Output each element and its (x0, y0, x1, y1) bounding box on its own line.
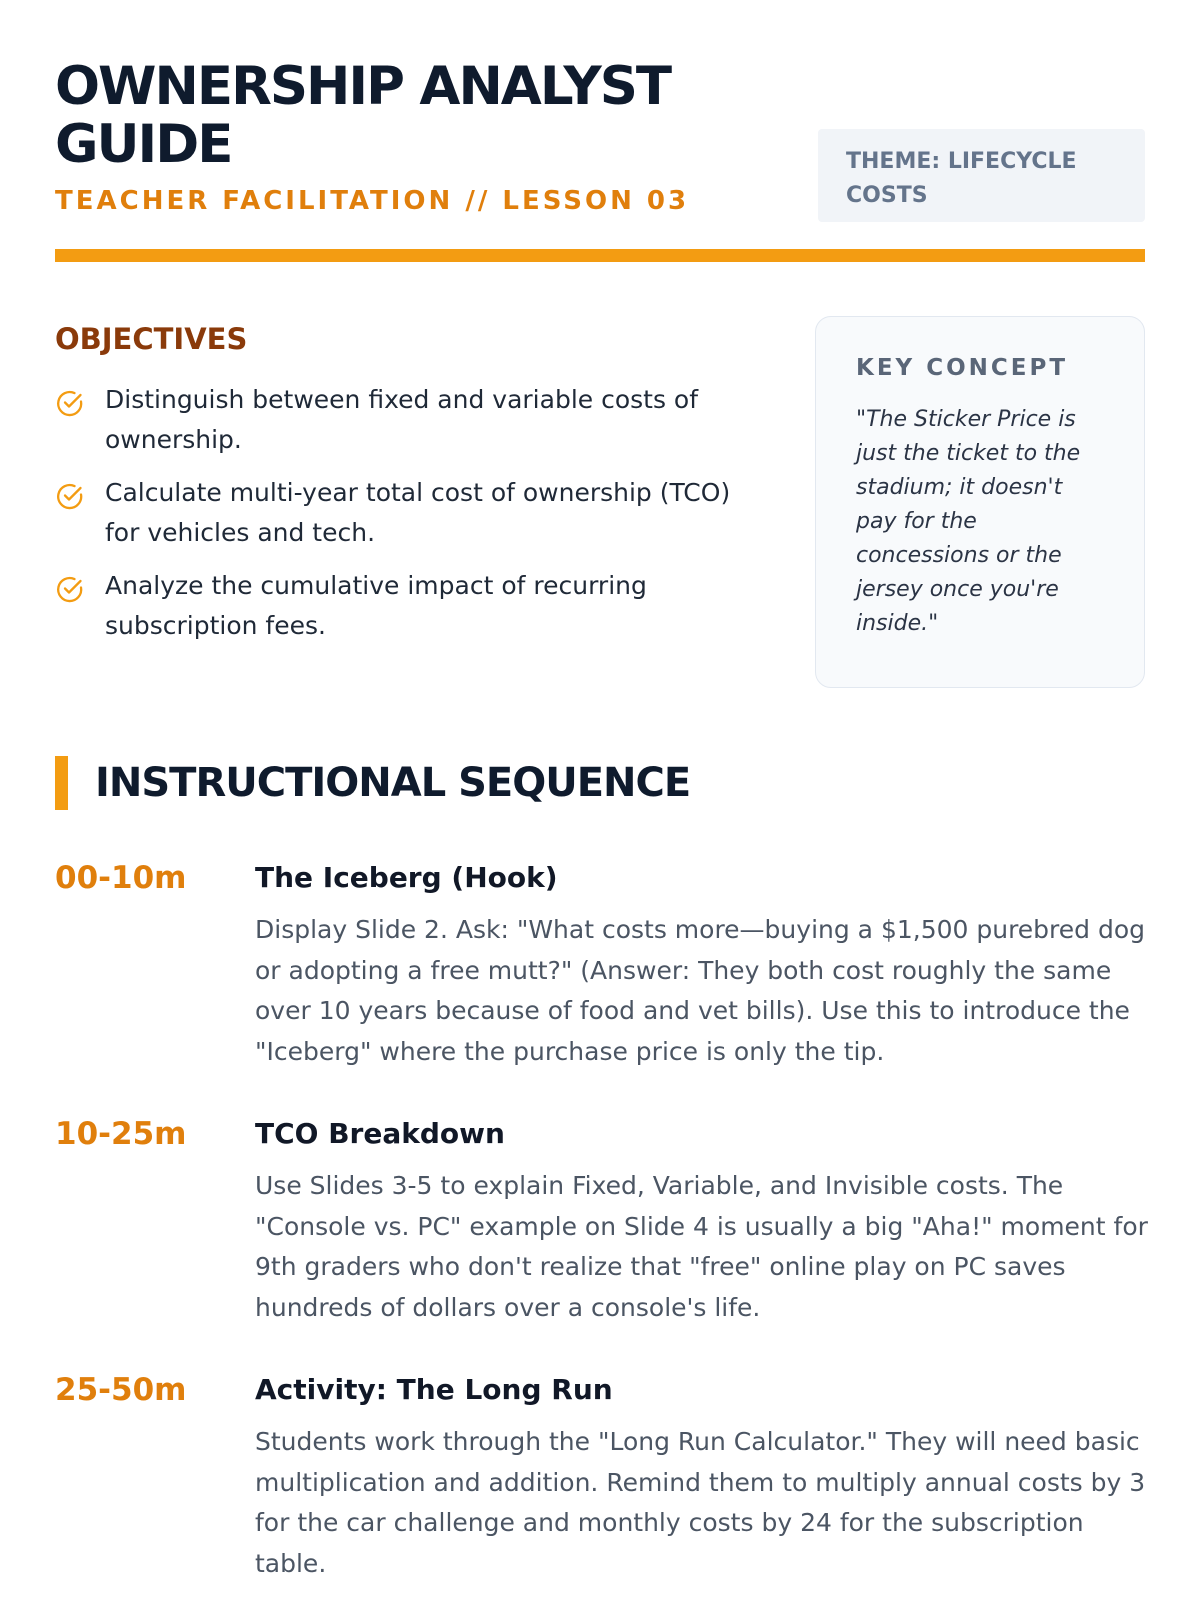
step-time: 00-10m (55, 860, 187, 896)
objectives-heading: OBJECTIVES (55, 322, 248, 356)
check-circle-icon (55, 388, 85, 418)
sequence-heading (55, 756, 690, 810)
step-time: 25-50m (55, 1372, 187, 1408)
objective-item (55, 473, 755, 553)
objective-text: Distinguish between fixed and variable costs of ownership. (105, 385, 699, 454)
check-circle-icon (55, 481, 85, 511)
page-subtitle: TEACHER FACILITATION // LESSON 03 (55, 186, 690, 216)
key-concept-quote: "The Sticker Price is just the ticket to the stadium; it doesn't pay for the concessions or the jersey once you're inside." (856, 407, 1081, 636)
header-divider (55, 249, 1145, 262)
step-time: 10-25m (55, 1116, 187, 1152)
objective-item (55, 566, 755, 646)
step-body (255, 1114, 1155, 1328)
objective-text: Calculate multi-year total cost of ownership (TCO) for vehicles and tech. (105, 478, 731, 547)
check-circle-icon (55, 574, 85, 604)
page-header (55, 0, 1145, 265)
step-body (255, 1370, 1155, 1584)
step-description: Display Slide 2. Ask: "What costs more—buying a $1,500 purebred dog or adopting a free mutt?" (Answer: They both cost roughly the same over 10 years because of food and vet bills). Use this to introduce the "Iceberg" where the purchase price is only the tip. (255, 915, 1146, 1066)
sequence-accent-bar (55, 756, 68, 810)
key-concept-card (815, 316, 1145, 688)
step-title: The Iceberg (Hook) (255, 861, 558, 894)
objectives-list (55, 380, 755, 646)
step-title: TCO Breakdown (255, 1117, 505, 1150)
theme-badge: THEME: LIFECYCLE COSTS (818, 129, 1145, 222)
objectives-section (55, 322, 755, 659)
key-concept-heading: KEY CONCEPT (856, 355, 1069, 381)
step-description: Students work through the "Long Run Calculator." They will need basic multiplication and addition. Remind them to multiply annual costs by 3 for the car challenge and monthly costs by 24 for the subscription table. (255, 1427, 1146, 1578)
page-title: OWNERSHIP ANALYST GUIDE (55, 56, 671, 175)
objective-text: Analyze the cumulative impact of recurring subscription fees. (105, 571, 647, 640)
step-title: Activity: The Long Run (255, 1373, 613, 1406)
objective-item (55, 380, 755, 460)
sequence-title: INSTRUCTIONAL SEQUENCE (95, 760, 691, 806)
step-description: Use Slides 3-5 to explain Fixed, Variable, and Invisible costs. The "Console vs. PC" example on Slide 4 is usually a big "Aha!" moment for 9th graders who don't realize that "free" online play on PC saves hundreds of dollars over a console's life. (255, 1171, 1148, 1322)
step-body (255, 858, 1155, 1072)
